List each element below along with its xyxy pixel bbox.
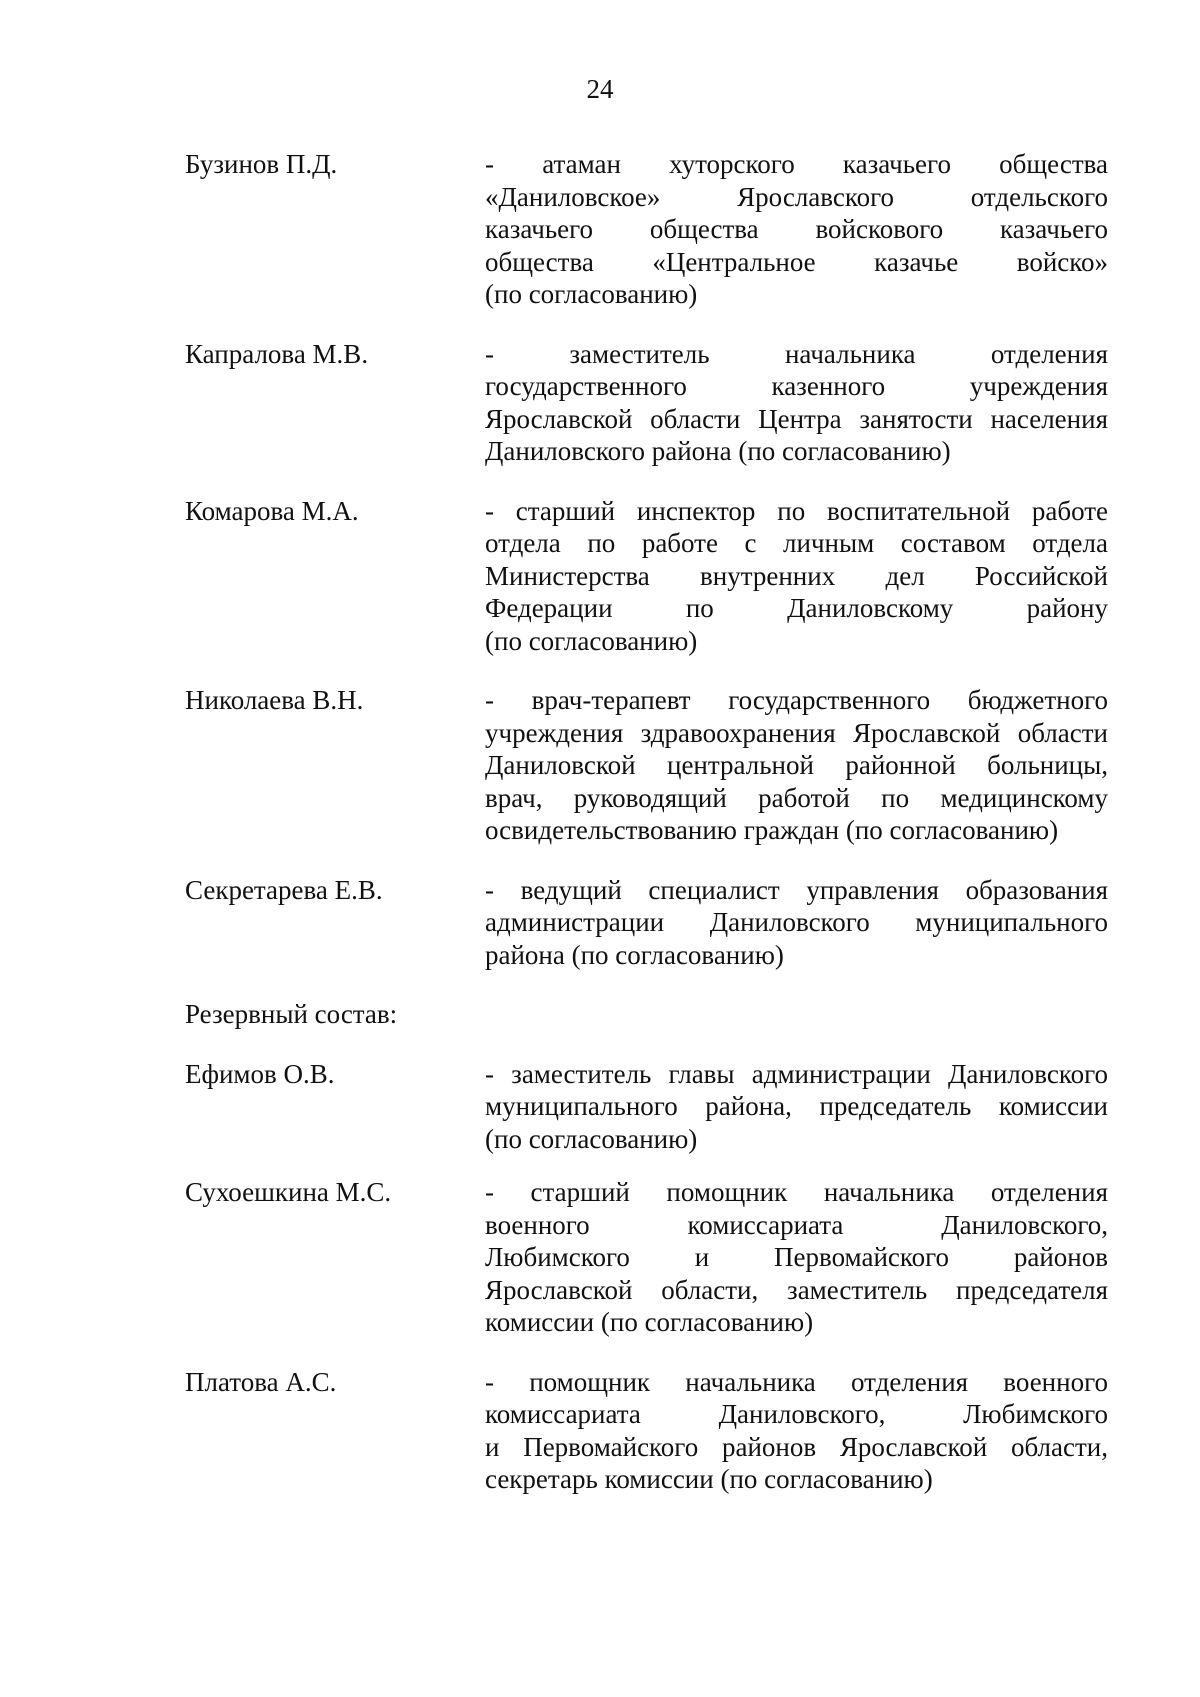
member-description xyxy=(485,148,1108,311)
member-name: Платова А.С. xyxy=(185,1366,337,1397)
description-line: Ярославской области Центра занятости населения xyxy=(485,403,1108,434)
member-description xyxy=(485,684,1108,847)
member-description xyxy=(485,495,1108,658)
member-name: Секретарева Е.В. xyxy=(185,874,383,905)
description-line: казачьего общества войскового казачьего xyxy=(485,214,1108,244)
description-line: - атаман хуторского казачьего общества xyxy=(485,149,1108,179)
description-line: комиссариата Даниловского, Любимского xyxy=(485,1399,1108,1429)
member-name: Николаева В.Н. xyxy=(185,685,364,715)
description-line: (по согласованию) xyxy=(485,279,698,309)
description-line: и Первомайского районов Ярославской области, xyxy=(485,1431,1108,1462)
member-name: Сухоешкина М.С. xyxy=(185,1177,392,1207)
commission-list xyxy=(185,148,1135,1496)
description-line: Даниловского района (по согласованию) xyxy=(485,436,951,466)
member-row xyxy=(185,148,1135,311)
description-line: отдела по работе с личным составом отдела xyxy=(485,528,1108,558)
description-line: администрации Даниловского муниципального xyxy=(485,907,1108,937)
member-description xyxy=(485,1366,1108,1496)
member-row xyxy=(185,874,1135,972)
description-line: военного комиссариата Даниловского, xyxy=(485,1209,1108,1240)
member-row xyxy=(185,684,1135,847)
member-row xyxy=(185,338,1135,468)
member-row xyxy=(185,495,1135,658)
description-line: освидетельствованию граждан (по согласованию) xyxy=(485,815,1059,845)
description-line: - врач-терапевт государственного бюджетного xyxy=(485,685,1108,715)
description-line: - старший помощник начальника отделения xyxy=(485,1177,1108,1207)
description-line: Даниловской центральной районной больницы, xyxy=(485,750,1108,780)
description-line: Любимского и Первомайского районов xyxy=(485,1242,1108,1272)
description-line: комиссии (по согласованию) xyxy=(485,1307,814,1337)
member-description xyxy=(485,874,1108,972)
description-line: государственного казенного учреждения xyxy=(485,371,1108,401)
description-line: района (по согласованию) xyxy=(485,939,784,970)
member-description xyxy=(485,1176,1108,1339)
member-description xyxy=(485,1058,1108,1156)
description-line: (по согласованию) xyxy=(485,625,698,656)
description-line: Федерации по Даниловскому району xyxy=(485,593,1108,623)
description-line: Ярославской области, заместитель председателя xyxy=(485,1274,1108,1305)
reserve-member-row xyxy=(185,1366,1135,1496)
description-line: муниципального района, председатель комиссии xyxy=(485,1091,1108,1121)
description-line: учреждения здравоохранения Ярославской области xyxy=(485,717,1108,748)
description-line: - заместитель начальника отделения xyxy=(485,338,1108,369)
page-number: 24 xyxy=(586,74,614,104)
description-line: - помощник начальника отделения военного xyxy=(485,1366,1108,1397)
description-line: - старший инспектор по воспитательной работе xyxy=(485,495,1108,526)
reserve-heading: Резервный состав: xyxy=(185,999,398,1029)
description-line: «Даниловское» Ярославского отдельского xyxy=(485,181,1108,212)
member-name: Ефимов О.В. xyxy=(185,1058,335,1089)
member-description xyxy=(485,338,1108,468)
member-name: Капралова М.В. xyxy=(185,338,369,369)
description-line: (по согласованию) xyxy=(485,1123,698,1154)
description-line: - заместитель главы администрации Даниловского xyxy=(485,1058,1108,1089)
description-line: врач, руководящий работой по медицинскому xyxy=(485,782,1108,813)
member-name: Комарова М.А. xyxy=(185,495,359,526)
description-line: - ведущий специалист управления образования xyxy=(485,874,1108,905)
member-name: Бузинов П.Д. xyxy=(185,149,338,179)
reserve-member-row xyxy=(185,1058,1135,1156)
reserve-member-row xyxy=(185,1176,1135,1339)
description-line: Министерства внутренних дел Российской xyxy=(485,560,1108,591)
description-line: общества «Центральное казачье войско» xyxy=(485,246,1108,277)
description-line: секретарь комиссии (по согласованию) xyxy=(485,1464,933,1494)
